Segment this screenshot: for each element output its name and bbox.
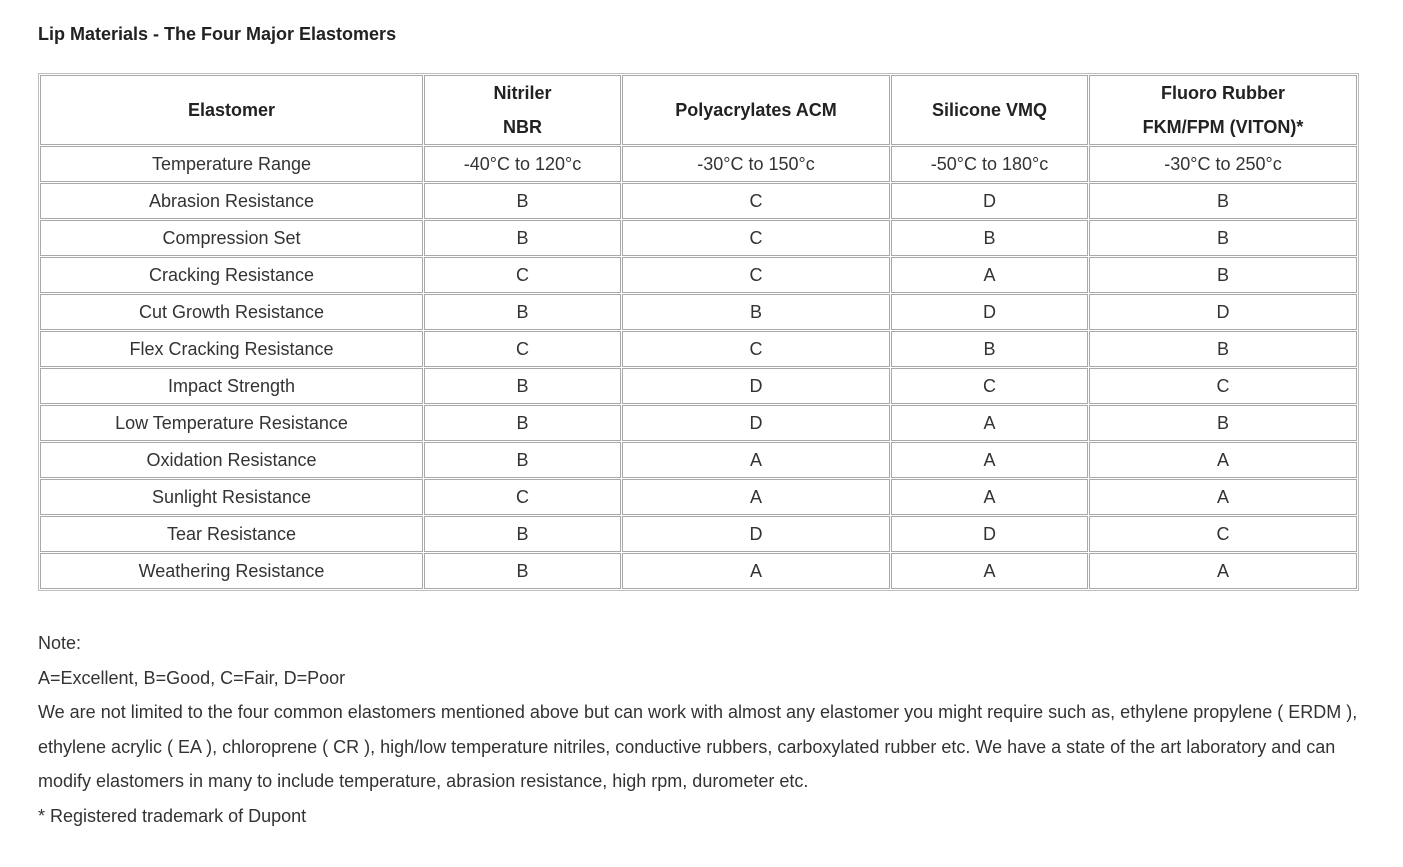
note-label: Note: — [38, 633, 82, 653]
column-header — [622, 75, 890, 145]
rating-cell: A — [1089, 479, 1357, 515]
table-row — [40, 405, 1357, 441]
table-row — [40, 442, 1357, 478]
rating-cell: B — [424, 516, 621, 552]
rating-cell: D — [891, 183, 1088, 219]
rating-cell: B — [1089, 331, 1357, 367]
column-header-line: FKM/FPM (VITON)* — [1142, 117, 1304, 137]
column-header-line: Silicone VMQ — [931, 100, 1048, 120]
rating-cell: B — [891, 220, 1088, 256]
rating-cell: C — [891, 368, 1088, 404]
property-cell: Sunlight Resistance — [40, 479, 423, 515]
rating-legend: A=Excellent, B=Good, C=Fair, D=Poor — [38, 667, 346, 688]
table-row — [40, 294, 1357, 330]
rating-cell: C — [424, 331, 621, 367]
property-cell: Tear Resistance — [40, 516, 423, 552]
rating-cell: B — [424, 183, 621, 219]
property-cell: Impact Strength — [40, 368, 423, 404]
rating-cell: A — [1089, 442, 1357, 478]
property-cell: Flex Cracking Resistance — [40, 331, 423, 367]
property-cell: Cut Growth Resistance — [40, 294, 423, 330]
rating-cell: D — [1089, 294, 1357, 330]
table-header-row — [40, 75, 1357, 145]
rating-cell: C — [1089, 368, 1357, 404]
table-body — [40, 75, 1357, 589]
elastomer-table — [38, 73, 1359, 591]
table-row — [40, 553, 1357, 589]
column-header-line: Fluoro Rubber — [1161, 83, 1285, 103]
page-title: Lip Materials - The Four Major Elastomers — [38, 24, 397, 44]
table-row — [40, 368, 1357, 404]
rating-cell: D — [891, 516, 1088, 552]
column-header-line: Polyacrylates ACM — [675, 100, 837, 120]
property-cell: Low Temperature Resistance — [40, 405, 423, 441]
rating-cell: D — [622, 405, 890, 441]
column-header — [424, 75, 621, 145]
rating-cell: C — [424, 257, 621, 293]
table-row — [40, 257, 1357, 293]
rating-cell: A — [622, 442, 890, 478]
property-cell: Oxidation Resistance — [40, 442, 423, 478]
rating-cell: B — [1089, 405, 1357, 441]
rating-cell: A — [891, 442, 1088, 478]
column-header-line: Nitriler — [493, 83, 552, 103]
property-cell: Weathering Resistance — [40, 553, 423, 589]
rating-cell: B — [424, 368, 621, 404]
rating-cell: C — [1089, 516, 1357, 552]
rating-cell: A — [891, 405, 1088, 441]
rating-cell: B — [1089, 220, 1357, 256]
rating-cell: C — [622, 220, 890, 256]
property-cell: Cracking Resistance — [40, 257, 423, 293]
rating-cell: A — [891, 553, 1088, 589]
rating-cell: B — [1089, 183, 1357, 219]
rating-cell: B — [424, 220, 621, 256]
rating-cell: C — [424, 479, 621, 515]
rating-cell: D — [622, 368, 890, 404]
rating-cell: A — [622, 553, 890, 589]
column-header — [891, 75, 1088, 145]
rating-cell: B — [424, 405, 621, 441]
rating-cell: D — [891, 294, 1088, 330]
rating-cell: B — [424, 442, 621, 478]
table-row — [40, 479, 1357, 515]
column-header-line: Elastomer — [187, 100, 276, 120]
column-header — [40, 75, 423, 145]
rating-cell: A — [622, 479, 890, 515]
notes-section — [38, 626, 1368, 833]
column-header — [1089, 75, 1357, 145]
table-row — [40, 331, 1357, 367]
rating-cell: B — [1089, 257, 1357, 293]
rating-cell: A — [1089, 553, 1357, 589]
rating-cell: C — [622, 331, 890, 367]
trademark-footnote: * Registered trademark of Dupont — [38, 805, 307, 826]
rating-cell: B — [424, 294, 621, 330]
property-cell: Compression Set — [40, 220, 423, 256]
property-cell: Abrasion Resistance — [40, 183, 423, 219]
rating-cell: -30°C to 250°c — [1089, 146, 1357, 182]
rating-cell: C — [622, 257, 890, 293]
table-row — [40, 220, 1357, 256]
rating-cell: B — [891, 331, 1088, 367]
column-header-line: NBR — [503, 117, 542, 137]
rating-cell: B — [424, 553, 621, 589]
table-row — [40, 183, 1357, 219]
rating-cell: C — [622, 183, 890, 219]
rating-cell: A — [891, 257, 1088, 293]
rating-cell: -50°C to 180°c — [891, 146, 1088, 182]
property-cell: Temperature Range — [40, 146, 423, 182]
rating-cell: B — [622, 294, 890, 330]
rating-cell: -30°C to 150°c — [622, 146, 890, 182]
rating-cell: D — [622, 516, 890, 552]
rating-cell: A — [891, 479, 1088, 515]
notes-paragraph: We are not limited to the four common elastomers mentioned above but can work with almost any elastomer you might require such as, ethylene propylene ( ERDM ), ethylene acrylic ( EA ), chloroprene ( CR ), high/low temperature nitriles, conductive rubbers, carboxylated rubber etc. We have a state of the art laboratory and can modify elastomers in many to include temperature, abrasion resistance, high rpm, durometer etc. — [38, 702, 1358, 791]
table-row — [40, 516, 1357, 552]
rating-cell: -40°C to 120°c — [424, 146, 621, 182]
table-row — [40, 146, 1357, 182]
